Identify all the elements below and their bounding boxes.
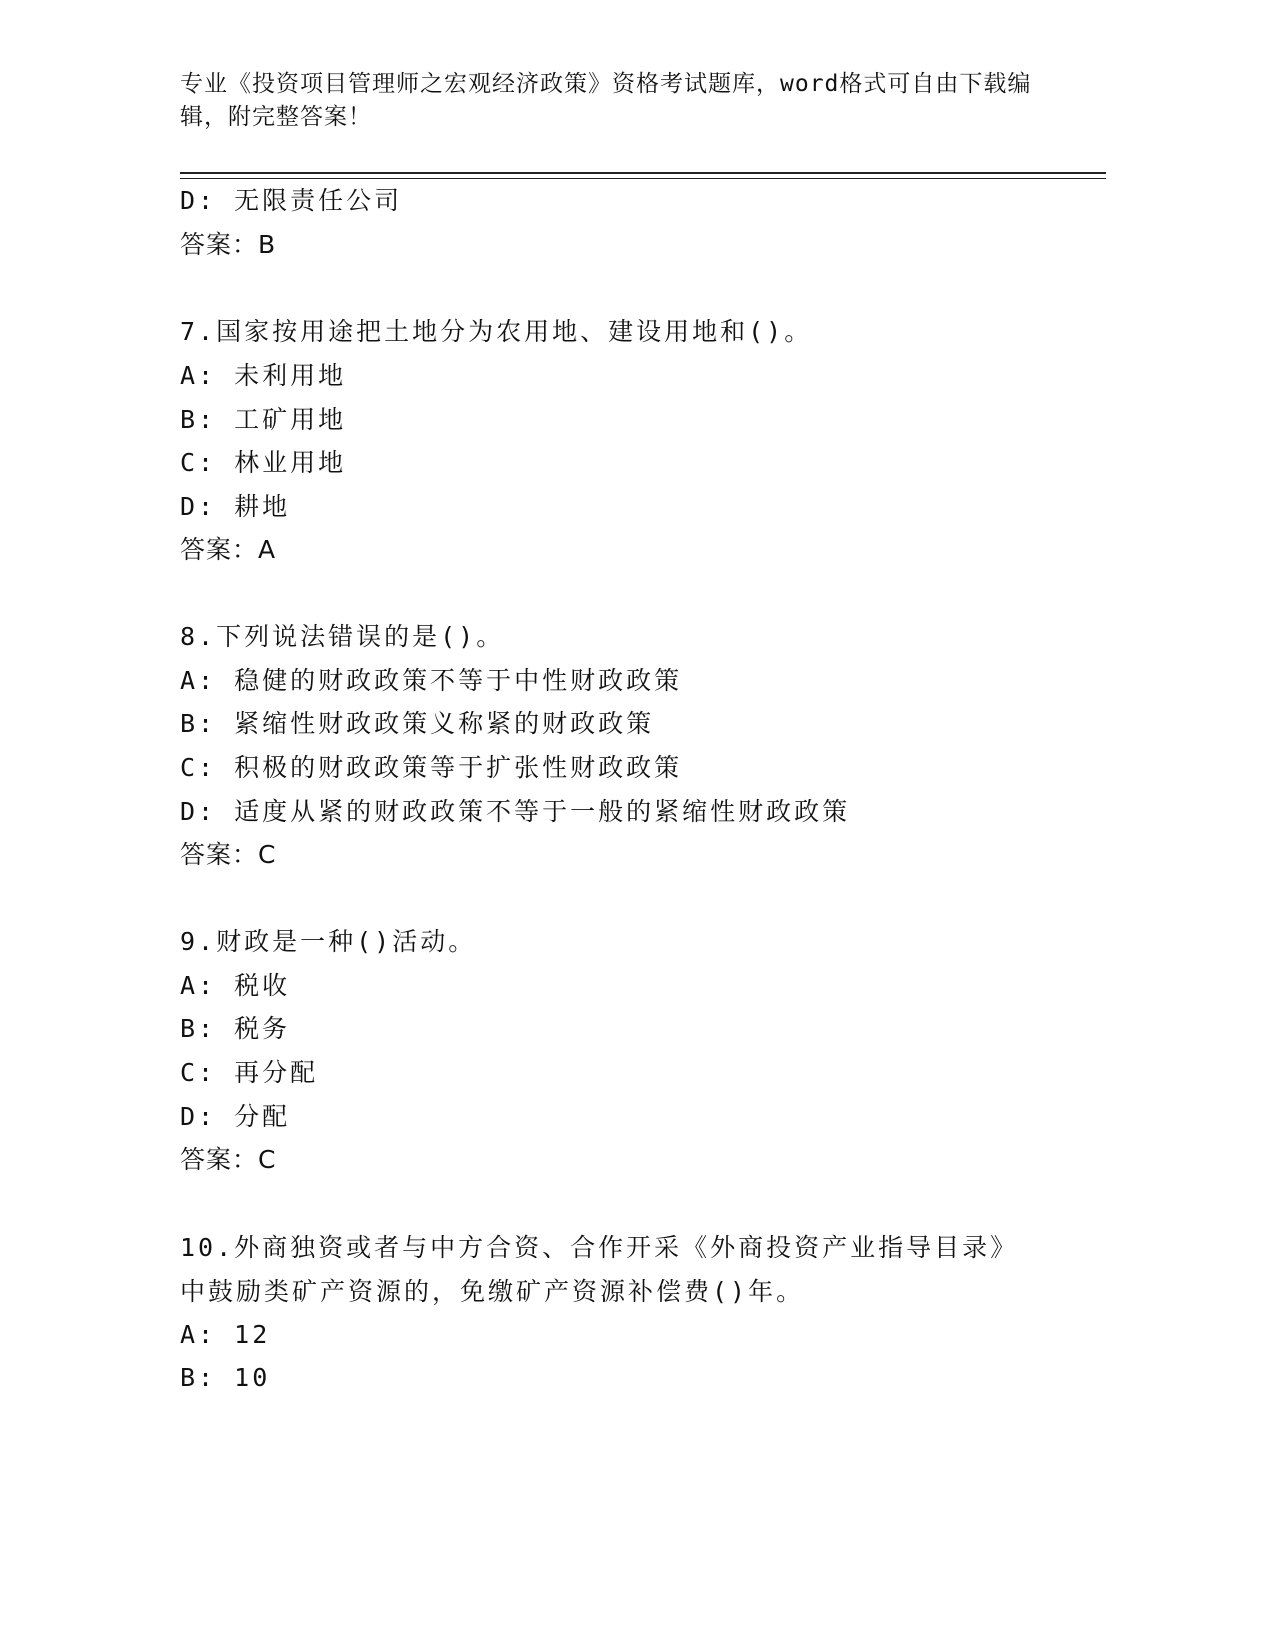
- question-7-answer: 答案：A: [180, 535, 277, 564]
- prev-answer: 答案：B: [180, 230, 277, 259]
- question-7-option-b: B: 工矿用地: [180, 405, 347, 434]
- header-rule: [180, 172, 1106, 174]
- question-9-option-d: D: 分配: [180, 1102, 291, 1131]
- question-7-stem: 7.国家按用途把土地分为农用地、建设用地和()。: [180, 317, 813, 346]
- question-9-option-a: A: 税收: [180, 971, 291, 1000]
- question-8-option-b: B: 紧缩性财政政策义称紧的财政政策: [180, 709, 655, 738]
- question-8-option-a: A: 稳健的财政政策不等于中性财政政策: [180, 666, 683, 695]
- question-8-stem: 8.下列说法错误的是()。: [180, 622, 505, 651]
- question-10-option-a: A: 12: [180, 1320, 271, 1349]
- question-7-option-c: C: 林业用地: [180, 448, 347, 477]
- question-10-stem: 10.外商独资或者与中方合资、合作开采《外商投资产业指导目录》中鼓励类矿产资源的，免缴矿产资源补偿费()年。: [180, 1233, 1019, 1306]
- question-8-option-d: D: 适度从紧的财政政策不等于一般的紧缩性财政政策: [180, 797, 851, 826]
- question-9-option-b: B: 税务: [180, 1014, 291, 1043]
- question-7-option-a: A: 未利用地: [180, 361, 347, 390]
- question-10-option-b: B: 10: [180, 1363, 271, 1392]
- prev-option-d: D: 无限责任公司: [180, 186, 403, 215]
- header-rule-thin: [180, 178, 1106, 179]
- question-8-option-c: C: 积极的财政政策等于扩张性财政政策: [180, 753, 683, 782]
- question-9-stem: 9.财政是一种()活动。: [180, 927, 477, 956]
- question-7-option-d: D: 耕地: [180, 492, 291, 521]
- question-9-answer: 答案：C: [180, 1145, 277, 1174]
- question-9-option-c: C: 再分配: [180, 1058, 319, 1087]
- question-8-answer: 答案：C: [180, 840, 277, 869]
- page-header: 专业《投资项目管理师之宏观经济政策》资格考试题库，word格式可自由下载编辑，附完整答案！: [180, 71, 1032, 130]
